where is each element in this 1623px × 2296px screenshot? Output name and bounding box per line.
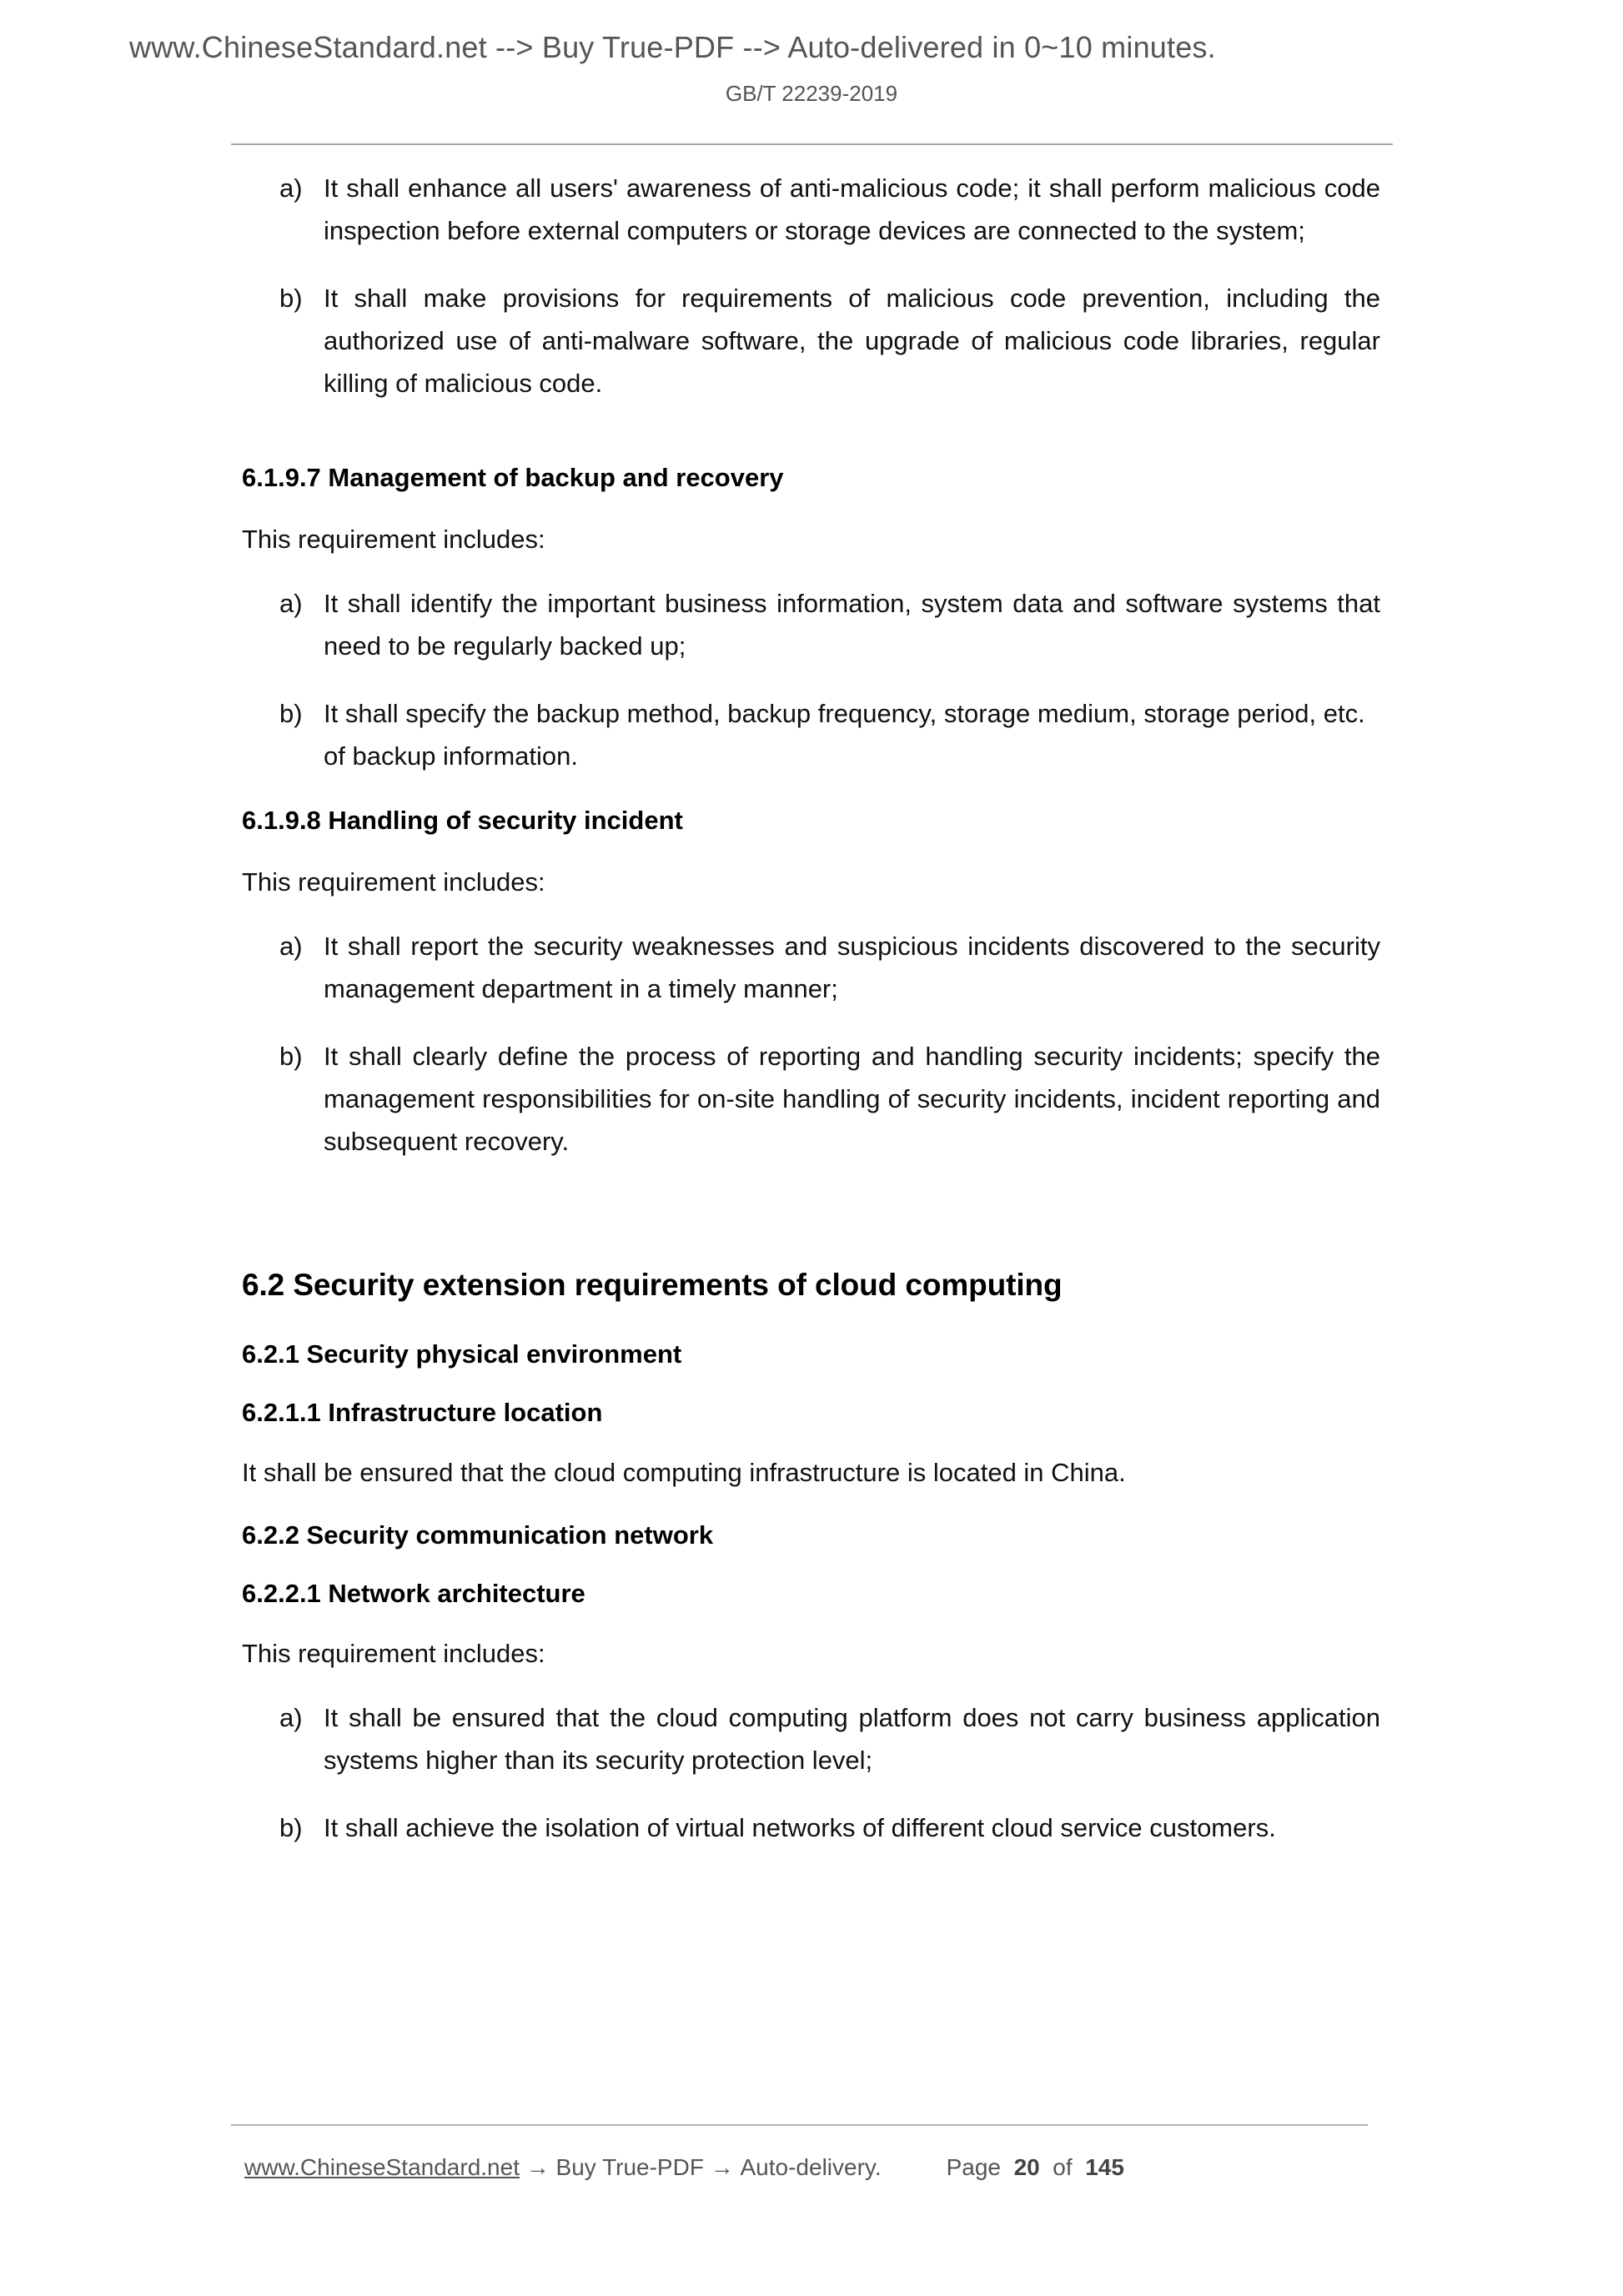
list-item-text: It shall identify the important business information, system data and software systems that need to be regularly backed up; xyxy=(324,589,1380,661)
arrow-right-icon: → xyxy=(710,2154,734,2180)
page-label: Page xyxy=(946,2154,1002,2180)
list-item-text: It shall achieve the isolation of virtual networks of different cloud service customers. xyxy=(324,1813,1276,1842)
heading-6-2-2: 6.2.2 Security communication network xyxy=(242,1520,714,1550)
list-item-text: It shall clearly define the process of reporting and handling security incidents; specify the management responsibilities for on-site handling of security incidents, incident reporting and subsequent recovery. xyxy=(324,1042,1380,1156)
list-item xyxy=(242,692,1380,777)
heading-6-2-2-1: 6.2.2.1 Network architecture xyxy=(242,1579,585,1608)
list-item xyxy=(242,1806,1380,1849)
page-footer xyxy=(244,2150,1379,2185)
header-promo-text: www.ChineseStandard.net --> Buy True-PDF --> Auto-delivered in 0~10 minutes. xyxy=(129,30,1216,64)
spacer xyxy=(242,1188,1380,1231)
list-marker: b) xyxy=(279,699,303,728)
header-standard-code: GB/T 22239-2019 xyxy=(725,81,898,106)
list-item xyxy=(242,925,1380,1010)
heading-6-2: 6.2 Security extension requirements of cloud computing xyxy=(242,1268,1063,1302)
list-marker: a) xyxy=(279,1703,303,1732)
heading-6-1-9-7: 6.1.9.7 Management of backup and recovery xyxy=(242,463,784,492)
intro-text-6-1-9-7: This requirement includes: xyxy=(242,525,545,554)
list-item xyxy=(242,1035,1380,1163)
list-item-text: It shall make provisions for requirements of malicious code prevention, including the authorized use of anti-malware software, the upgrade of malicious code libraries, regular killing of malicious code. xyxy=(324,284,1380,398)
list-item-text: It shall report the security weaknesses and suspicious incidents discovered to the security management department in a timely manner; xyxy=(324,932,1380,1003)
spacer xyxy=(242,430,1380,436)
footer-delivery-label: Auto-delivery. xyxy=(740,2154,882,2180)
footer-divider xyxy=(231,2124,1368,2126)
list-marker: a) xyxy=(279,589,303,618)
list-item-text: It shall specify the backup method, backup frequency, storage medium, storage period, etc. of backup information. xyxy=(324,699,1365,771)
page-number: 20 xyxy=(1013,2154,1040,2180)
footer-buy-label: Buy True-PDF xyxy=(555,2154,704,2180)
heading-6-2-1: 6.2.1 Security physical environment xyxy=(242,1339,682,1369)
list-item xyxy=(242,582,1380,667)
paragraph-infrastructure-location: It shall be ensured that the cloud computing infrastructure is located in China. xyxy=(242,1458,1126,1487)
list-item-text: It shall enhance all users' awareness of anti-malicious code; it shall perform malicious code inspection before external computers or storage devices are connected to the system; xyxy=(324,173,1380,245)
page-content xyxy=(242,167,1380,1874)
list-item xyxy=(242,1696,1380,1781)
total-pages: 145 xyxy=(1085,2154,1124,2180)
requirement-list-6-2-2-1 xyxy=(242,1696,1380,1849)
list-marker: b) xyxy=(279,284,303,313)
list-marker: a) xyxy=(279,932,303,961)
of-label: of xyxy=(1053,2154,1073,2180)
arrow-right-icon: → xyxy=(525,2154,550,2180)
intro-text-6-2-2-1: This requirement includes: xyxy=(242,1639,545,1668)
requirement-list-6-1-9-8 xyxy=(242,925,1380,1163)
intro-text-6-1-9-8: This requirement includes: xyxy=(242,867,545,897)
list-marker: b) xyxy=(279,1042,303,1071)
heading-6-1-9-8: 6.1.9.8 Handling of security incident xyxy=(242,806,683,835)
list-item xyxy=(242,277,1380,404)
list-item xyxy=(242,167,1380,252)
requirement-list-6-1-9-7 xyxy=(242,582,1380,777)
list-item-text: It shall be ensured that the cloud computing platform does not carry business application systems higher than its security protection level; xyxy=(324,1703,1380,1775)
list-marker: b) xyxy=(279,1813,303,1842)
footer-site-link[interactable]: www.ChineseStandard.net xyxy=(244,2154,520,2180)
list-marker: a) xyxy=(279,173,303,203)
header-divider xyxy=(231,143,1393,145)
footer-page-info xyxy=(947,2154,1124,2180)
heading-6-2-1-1: 6.2.1.1 Infrastructure location xyxy=(242,1398,603,1427)
top-requirement-list xyxy=(242,167,1380,404)
